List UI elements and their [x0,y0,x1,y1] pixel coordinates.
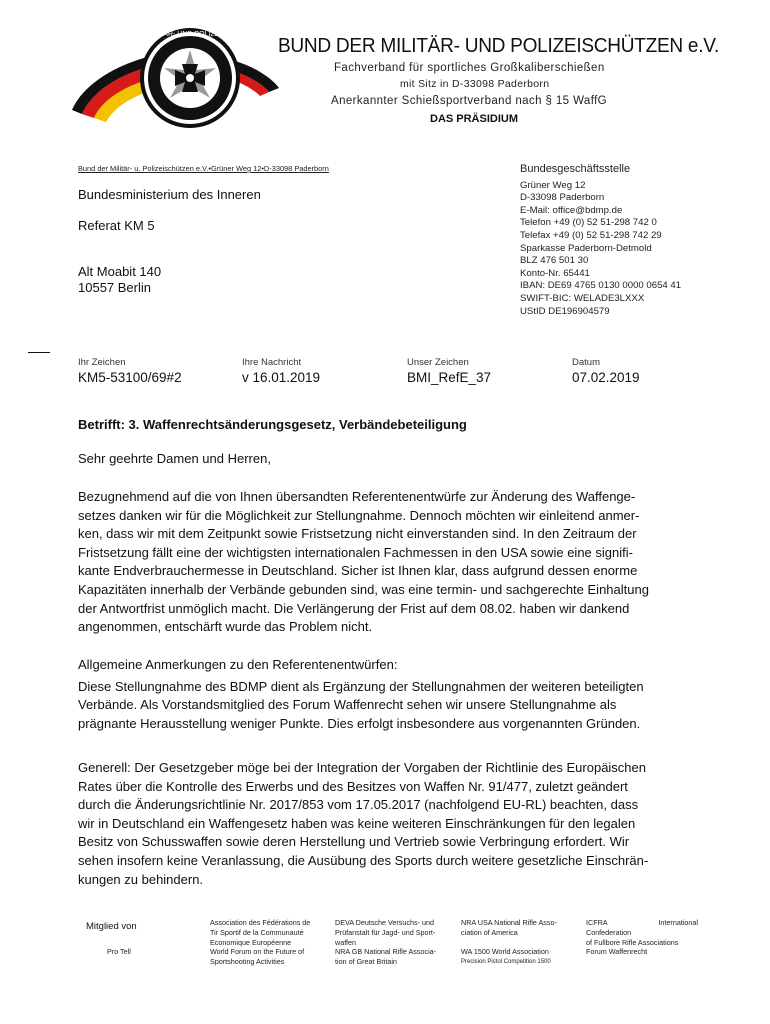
header-presidium: DAS PRÄSIDIUM [430,113,519,125]
paragraph-line: kungen zu behindern. [78,871,204,887]
footer-protell: Pro Tell [107,947,131,956]
office-email: E-Mail: office@bdmp.de [520,204,623,216]
ref-label-ihr-zeichen: Ihr Zeichen [78,357,126,368]
footer-col3 [461,918,557,938]
paragraph-line: Besitz von Schusswaffen sowie deren Herstellung und Vertrieb sowie Verbringung erfordert. Wir [78,834,630,850]
footer-text: International [658,918,698,927]
letter-subject: Betrifft: 3. Waffenrechtsänderungsgesetz, Verbändebeteiligung [78,417,467,432]
paragraph-line: angenommen, entschärft wurde das Problem nicht. [78,619,373,635]
footer-text: waffen [335,938,357,947]
recipient-street: Alt Moabit 140 [78,264,162,279]
paragraph-line: Kapazitäten innerhalb der Verbände gebunden sind, was eine termin- und sachgerechte Einhaltung [78,581,649,597]
footer-col1 [210,918,310,948]
ref-value-ihr-zeichen: KM5-53100/69#2 [78,370,182,385]
recipient-dept: Referat KM 5 [78,218,155,233]
footer-col2 [335,918,435,948]
paragraph-line: prägnante Herausstellung weniger Punkte. Dies erfolgt insbesondere aus vorgenannten Gründen. [78,715,641,731]
office-title: Bundesgeschäftsstelle [520,163,631,175]
footer-text: ICFRA [586,918,608,927]
footer-text: tion of Great Britain [335,957,397,966]
footer-text: Economique Européenne [210,938,292,947]
footer-col1b [210,947,304,967]
header-line-2: mit Sitz in D-33098 Paderborn [400,78,550,90]
office-account: Konto-Nr. 65441 [520,267,590,279]
paragraph-line: sehen insofern keine Veranlassung, die Ausübung des Sports durch weitere gesetzliche Einschrän- [78,852,649,868]
footer-text: ciation of America [461,928,518,937]
recipient-city: 10557 Berlin [78,280,151,295]
paragraph-line: wir in Deutschland ein Waffengesetz haben was keine weiteren Einschränkungen für den legalen [78,815,636,831]
header-line-1: Fachverband für sportliches Großkaliberschießen [334,62,605,74]
paragraph-line: Bezugnehmend auf die von Ihnen übersandten Referentenentwürfe zur Änderung des Waffenge- [78,489,636,504]
footer-mitglied: Mitglied von [86,921,137,932]
office-bank: Sparkasse Paderborn-Detmold [520,242,652,254]
office-ustid: UStID DE196904579 [520,305,610,317]
footer-text: Association des Fédérations de [210,918,311,927]
paragraph-line: Verbände. Als Vorstandsmitglied des Forum Waffenrecht sehen wir unsere Stellungnahme als [78,697,617,713]
ref-value-unser-zeichen: BMI_RefE_37 [407,370,492,385]
ref-value-ihre-nachricht: v 16.01.2019 [242,370,321,385]
salutation: Sehr geehrte Damen und Herren, [78,451,271,466]
paragraph-heading: Allgemeine Anmerkungen zu den Referentenentwürfen: [78,657,398,672]
paragraph-line: der Antwortfrist unmöglich macht. Die Verlängerung der Frist auf dem 08.02. haben wir dankend [78,600,630,616]
footer-text: WA 1500 World Association [461,947,549,956]
ref-label-datum: Datum [572,357,600,368]
paragraph-line: durch die Änderungsrichtlinie Nr. 2017/853 vom 17.05.2017 (nachfolgend EU-RL) beachten, dass [78,797,639,813]
paragraph-line: Diese Stellungnahme des BDMP dient als Ergänzung der Stellungnahmen der weiteren beteiligten [78,678,644,694]
footer-col4 [586,918,698,948]
office-line: Grüner Weg 12 [520,179,586,191]
sender-return-address: Bund der Militär- u. Polizeischützen e.V.•Grüner Weg 12•D-33098 Paderborn [78,164,329,173]
footer-text: Tir Sportif de la Communauté [210,928,304,937]
footer-text: World Forum on the Future of [210,947,305,956]
office-line: D-33098 Paderborn [520,192,605,204]
ref-label-unser-zeichen: Unser Zeichen [407,357,469,368]
header-line-3: Anerkannter Schießsportverband nach § 15 WaffG [331,95,608,107]
paragraph-3 [78,759,708,889]
logo-ring-text: BUND DER MILITÄR- UND POLIZEISCHÜTZEN e.V. [106,31,274,38]
footer-text: Prüfanstalt für Jagd- und Sport- [335,928,436,937]
office-block [520,163,681,318]
office-fax: Telefax +49 (0) 52 51-298 742 29 [520,229,662,241]
paragraph-line: kante Endverbrauchermesse in Deutschland. Sicher ist Ihnen klar, dass aufgrund dessen enorme [78,563,638,579]
paragraph-line: setzes danken wir für die Möglichkeit zur Stellungnahme. Dennoch möchten wir einleitend anmer- [78,507,640,523]
paragraph-line: Fristsetzung fällt eine der wichtigsten internationalen Fachmessen in den USA sowie eine signifi- [78,544,633,560]
footer-text: NRA GB National Rifle Associa- [335,947,437,956]
ref-label-ihre-nachricht: Ihre Nachricht [242,357,302,368]
footer-col2b [335,947,436,967]
footer-text: Confederation [586,928,632,937]
office-blz: BLZ 476 501 30 [520,255,589,267]
footer-text: of Fullbore Rifle Associations [586,938,679,947]
paragraph-line: Rates über die Kontrolle des Erwerbs und des Besitzes von Waffen Nr. 91/477, zuletzt geändert [78,778,628,794]
office-phone: Telefon +49 (0) 52 51-298 742 0 [520,217,657,229]
footer-col4b: Forum Waffenrecht [586,947,648,956]
fold-mark [28,352,50,353]
bdmp-logo [64,22,289,132]
footer-text: Precision Pistol Competition 1500 [461,959,551,965]
footer-text: DEVA Deutsche Versuchs- und [335,918,434,927]
office-swift: SWIFT-BIC: WELADE3LXXX [520,292,645,304]
paragraph-line: Generell: Der Gesetzgeber möge bei der Integration der Vorgaben der Richtlinie des Europäischen [78,760,647,775]
paragraph-line: ken, dass wir mit dem Zeitpunkt sowie Fristsetzung nicht einverstanden sind. In den Zeitraum der [78,526,637,542]
paragraph-1 [78,488,708,637]
org-name: BUND DER MILITÄR- UND POLIZEISCHÜTZEN e.V. [278,34,719,57]
footer-text: NRA USA National Rifle Asso- [461,918,557,927]
footer-col3b [461,947,551,967]
paragraph-2 [78,656,708,733]
footer-text: Sportshooting Activities [210,957,285,966]
ref-value-datum: 07.02.2019 [572,370,640,385]
office-iban: IBAN: DE69 4765 0130 0000 0654 41 [520,280,682,292]
recipient-name: Bundesministerium des Inneren [78,187,261,202]
